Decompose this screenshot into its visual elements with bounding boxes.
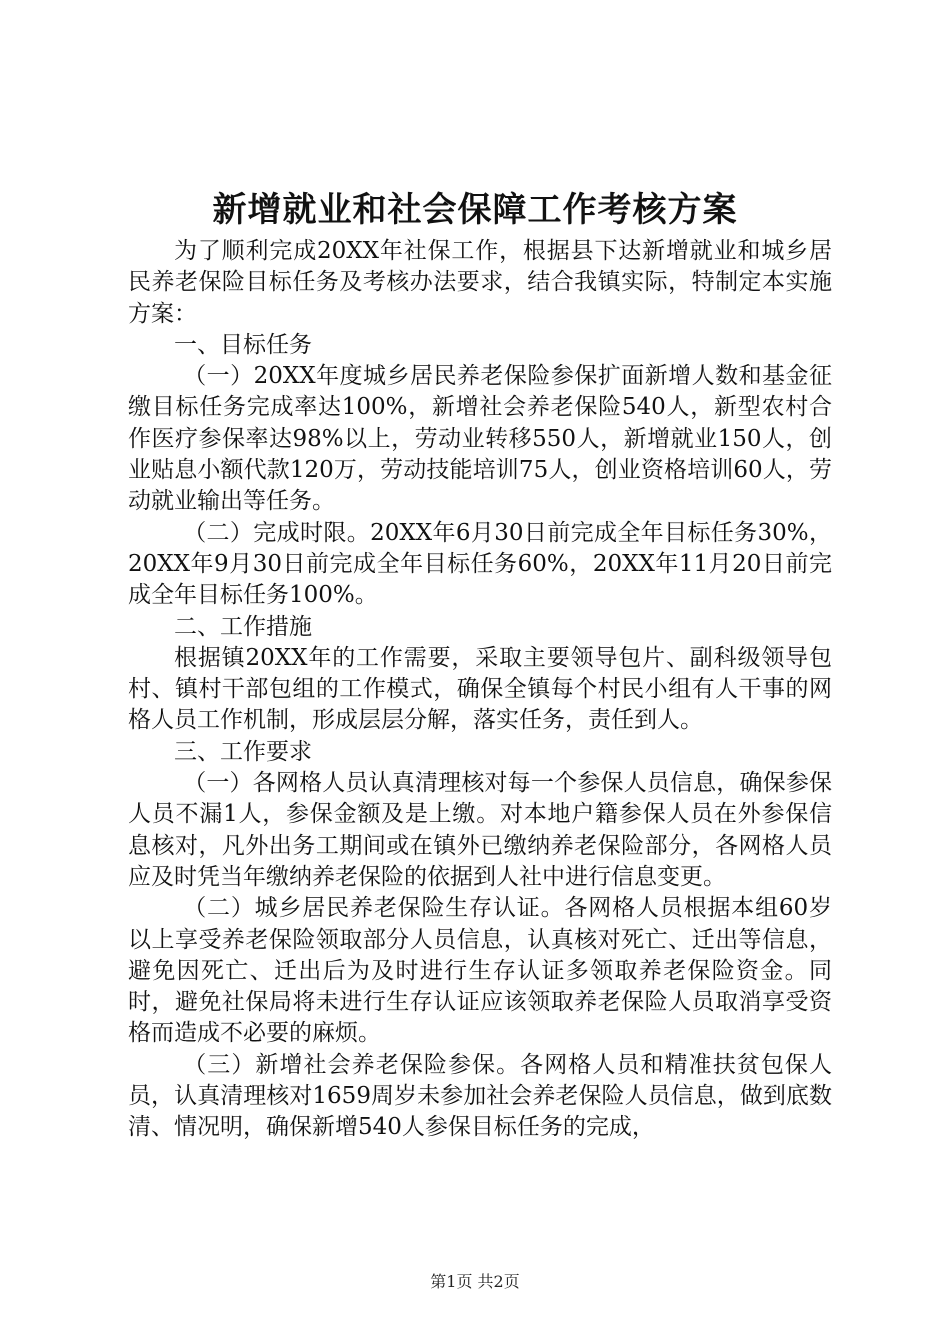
intro-paragraph: 为了顺利完成20XX年社保工作，根据县下达新增就业和城乡居民养老保险目标任务及考核办法要求，结合我镇实际，特制定本实施方案： [128, 238, 832, 327]
section-heading-measures: 二、工作措施 [174, 613, 312, 640]
document-title: 新增就业和社会保障工作考核方案 [212, 190, 738, 230]
section-heading-requirements: 三、工作要求 [174, 738, 312, 765]
document-body [128, 236, 832, 1144]
requirement-item-3: （三）新增社会养老保险参保。各网格人员和精准扶贫包保人员，认真清理核对1659周岁未参加社会养老保险人员信息，做到底数清、情况明，确保新增540人参保目标任务的完成， [128, 1051, 832, 1141]
section-heading-targets: 一、目标任务 [174, 331, 312, 358]
requirement-item-1: （一）各网格人员认真清理核对每一个参保人员信息，确保参保人员不漏1人，参保金额及是上缴。对本地户籍参保人员在外参保信息核对，凡外出务工期间或在镇外已缴纳养老保险部分，各网格人员应及时凭当年缴纳养老保险的依据到人社中进行信息变更。 [128, 770, 832, 890]
page-footer: 第1页 共2页 [430, 1272, 520, 1291]
requirement-item-2: （二）城乡居民养老保险生存认证。各网格人员根据本组60岁以上享受养老保险领取部分人员信息，认真核对死亡、迁出等信息，避免因死亡、迁出后为及时进行生存认证多领取养老保险资金。同时，避免社保局将未进行生存认证应该领取养老保险人员取消享受资格而造成不必要的麻烦。 [128, 895, 832, 1047]
target-item-2: （二）完成时限。20XX年6月30日前完成全年目标任务30%，20XX年9月30日前完成全年目标任务60%，20XX年11月20日前完成全年目标任务100%。 [128, 519, 832, 609]
target-item-1: （一）20XX年度城乡居民养老保险参保扩面新增人数和基金征缴目标任务完成率达100%，新增社会养老保险540人，新型农村合作医疗参保率达98%以上，劳动业转移550人，新增就业150人，创业贴息小额代款120万，劳动技能培训75人，创业资格培训60人，劳动就业输出等任务。 [128, 363, 832, 515]
measures-paragraph: 根据镇20XX年的工作需要，采取主要领导包片、副科级领导包村、镇村干部包组的工作模式，确保全镇每个村民小组有人干事的网格人员工作机制，形成层层分解，落实任务，责任到人。 [128, 644, 832, 734]
